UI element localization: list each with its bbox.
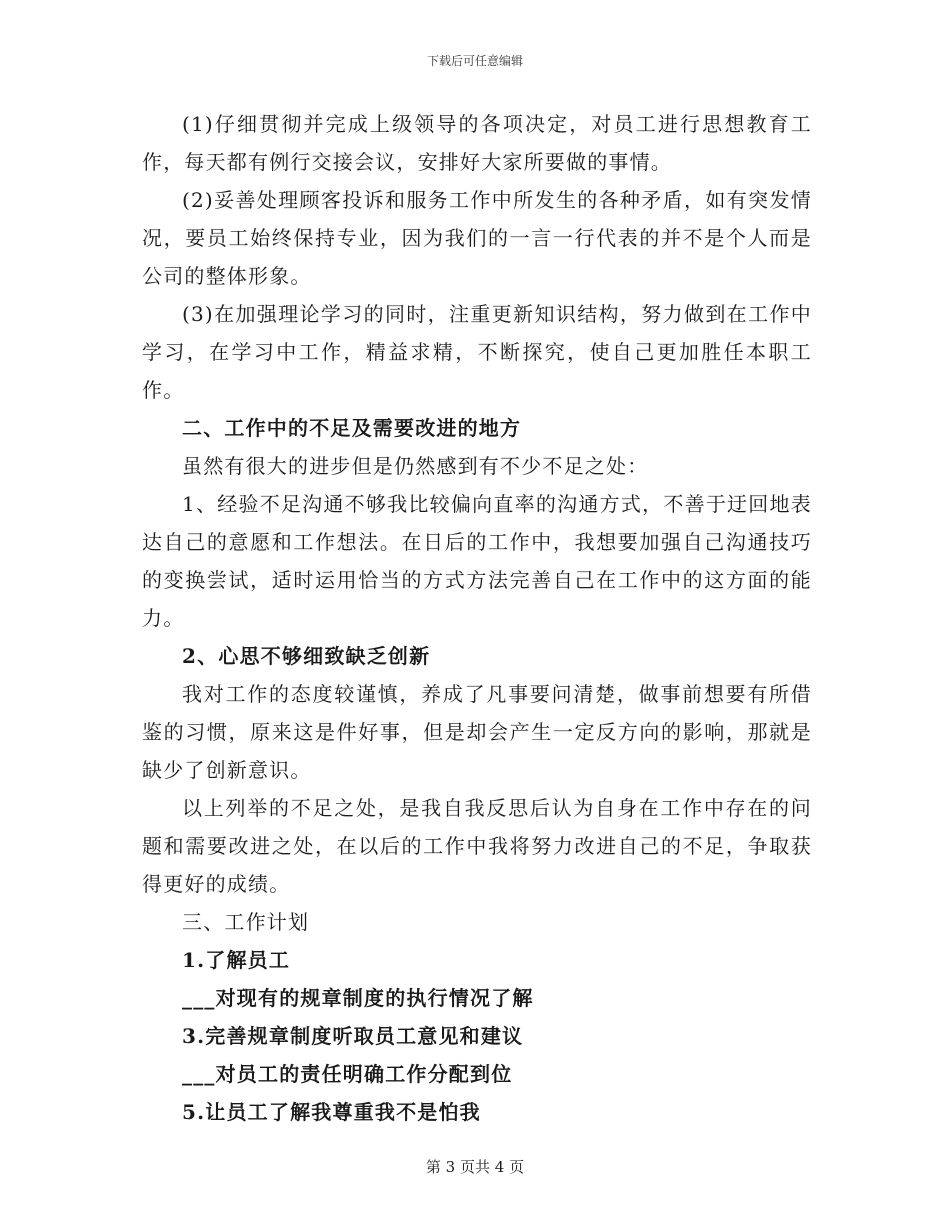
plan-item-1: 1.了解员工 [182,948,291,972]
paragraph-1: (1)仔细贯彻并完成上级领导的各项决定，对员工进行思想教育工作，每天都有例行交接会议，安排好大家所要做的事情。 [142,112,812,174]
subheading-creativity: 2、心思不够细致缺乏创新 [182,644,431,668]
section-heading-shortcomings: 二、工作中的不足及需要改进的地方 [182,416,522,440]
paragraph-7: 以上列举的不足之处，是我自我反思后认为自身在工作中存在的问题和需要改进之处，在以后的工作中我将努力改进自己的不足，争取获得更好的成绩。 [142,796,812,896]
paragraph-3: (3)在加强理论学习的同时，注重更新知识结构，努力做到在工作中学习，在学习中工作，精益求精，不断探究，使自己更加胜任本职工作。 [142,302,812,402]
page-header: 下载后可任意编辑 [426,54,523,68]
plan-item-5: 5.让员工了解我尊重我不是怕我 [182,1100,481,1124]
page-footer: 第 3 页共 4 页 [425,1158,525,1176]
plan-item-3: 3.完善规章制度听取员工意见和建议 [182,1024,524,1048]
plan-item-2: ___对现有的规章制度的执行情况了解 [182,986,534,1010]
paragraph-2: (2)妥善处理顾客投诉和服务工作中所发生的各种矛盾，如有突发情况，要员工始终保持专业，因为我们的一言一行代表的并不是个人而是公司的整体形象。 [142,188,812,288]
paragraph-4: 虽然有很大的进步但是仍然感到有不少不足之处： [182,454,649,478]
paragraph-6: 我对工作的态度较谨慎，养成了凡事要问清楚，做事前想要有所借鉴的习惯，原来这是件好事，但是却会产生一定反方向的影响，那就是缺少了创新意识。 [142,682,812,782]
section-heading-plan: 三、工作计划 [182,910,310,934]
document-body [142,105,812,1131]
plan-item-4: ___对员工的责任明确工作分配到位 [182,1062,513,1086]
paragraph-5: 1、经验不足沟通不够我比较偏向直率的沟通方式，不善于迂回地表达自己的意愿和工作想法。在日后的工作中，我想要加强自己沟通技巧的变换尝试，适时运用恰当的方式方法完善自己在工作中的这方面的能力。 [142,492,812,630]
